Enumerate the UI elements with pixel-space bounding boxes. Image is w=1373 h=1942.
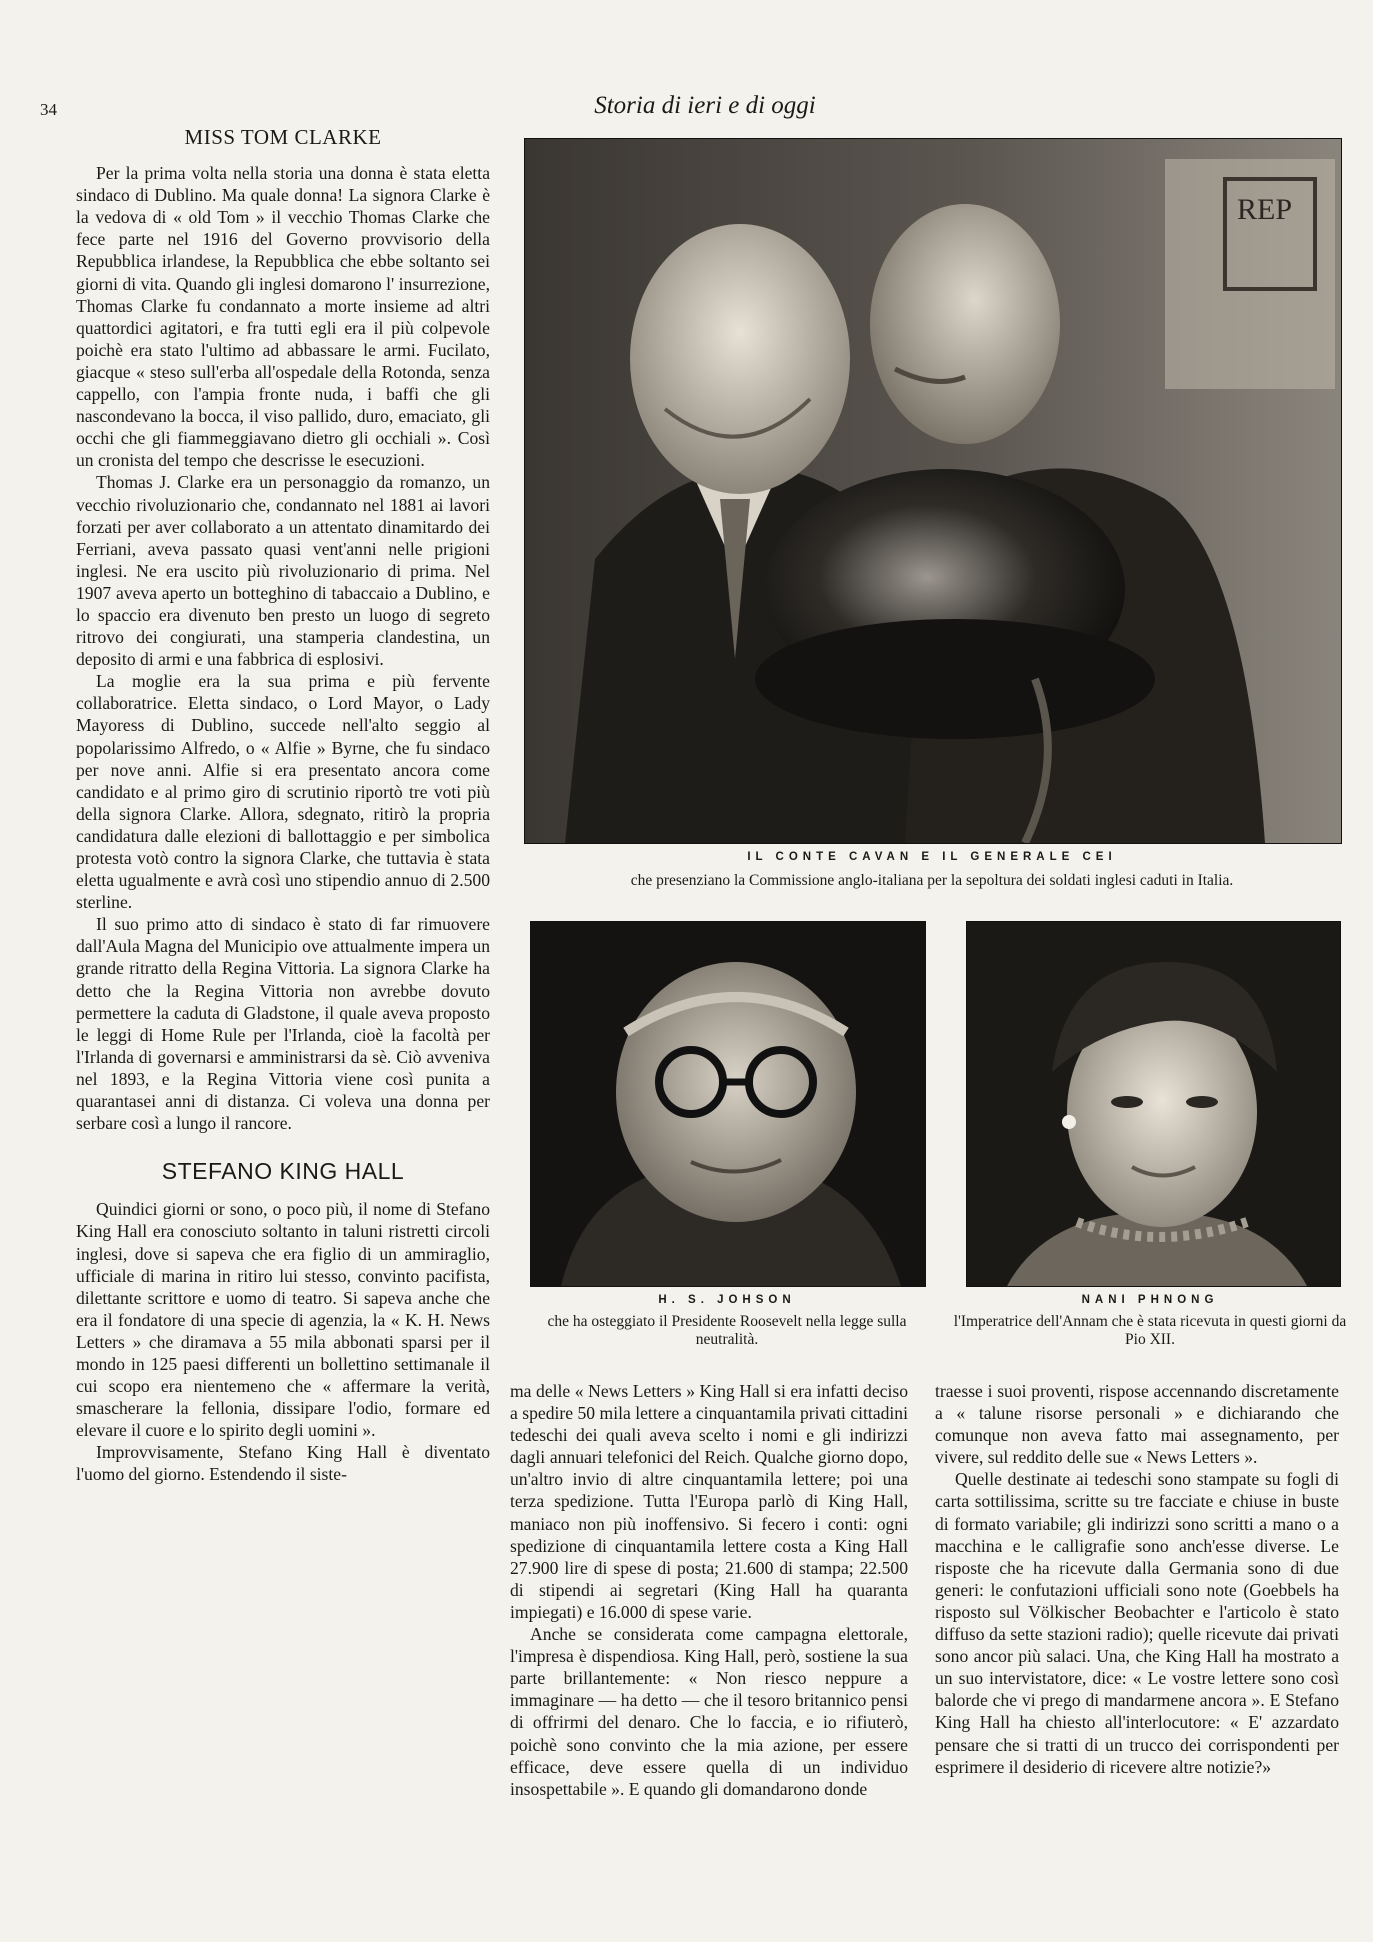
running-head: Storia di ieri e di oggi bbox=[594, 92, 816, 119]
paragraph: Anche se considerata come campagna elettorale, l'impresa è dispendiosa. King Hall, però, sostiene la sua parte brillantemente: « Non riesco neppure a immaginare — ha detto — che il tesoro britannico pensi di offrirmi del denaro. Che lo faccia, e io rifiuterò, poichè sono convinto che la mia azione, per essere efficace, deve essere quella di un individuo insospettabile ». E quando gli domandarono donde bbox=[510, 1624, 908, 1799]
photo-nani-phnong bbox=[966, 921, 1341, 1287]
photo-nani-image bbox=[967, 922, 1340, 1286]
caption-title-nani: NANI PHNONG bbox=[1081, 1294, 1219, 1306]
article-heading-king-hall: STEFANO KING HALL bbox=[161, 1158, 405, 1185]
paragraph: Improvvisamente, Stefano King Hall è diventato l'uomo del giorno. Estendendo il siste- bbox=[76, 1442, 490, 1485]
photo-cavan-cei bbox=[524, 138, 1342, 844]
paragraph: traesse i suoi proventi, rispose accennando discretamente a « talune risorse personali » e dichiarando che comunque non aveva fatto mai assegnamento, per vivere, sul reddito delle sue « News Letters ». bbox=[935, 1381, 1339, 1468]
paragraph: Quelle destinate ai tedeschi sono stampate su fogli di carta sottilissima, scritte su tre facciate e chiuse in buste di formato variabile; gli indirizzi sono scritti a mano o a macchina e le calligrafie sono anch'esse diverse. Le risposte che ha ricevute dalla Germania sono di due generi: le confutazioni ufficiali sono note (Goebbels ha risposto sul Völkischer Beobachter e l'articolo è stato diffuso da sette stazioni radio); quelle ricevute dai privati sono ancor più salaci. Una, che King Hall ha mostrato a un suo intervistatore, dice: « Le vostre lettere sono così balorde che vi prego di mandarmene ancora ». E Stefano King Hall ha chiesto all'interlocutore: « E' azzardato pensare che si tratti di un trucco dei corrispondenti per esprimere il desiderio di ricevere altre notizie?» bbox=[935, 1469, 1339, 1777]
paragraph: Thomas J. Clarke era un personaggio da romanzo, un vecchio rivoluzionario che, condannato nel 1881 ai lavori forzati per aver collaborato a un attentato dinamitardo dei Ferriani, aveva passato quasi vent'anni nelle prigioni inglesi. Ne era uscito più rivoluzionario di prima. Nel 1907 aveva aperto un botteghino di tabaccaio a Dublino, e lo spaccio era divenuto ben presto un luogo di segreto ritrovo dei congiurati, una stamperia clandestina, un deposito di armi e una fabbrica di esplosivi. bbox=[76, 472, 490, 670]
middle-column bbox=[510, 1380, 908, 1800]
caption-text-main: che presenziano la Commissione anglo-italiana per la sepoltura dei soldati inglesi caduti in Italia. bbox=[630, 872, 1234, 889]
paragraph: Il suo primo atto di sindaco è stato di far rimuovere dall'Aula Magna del Municipio ove attualmente impera un grande ritratto della Regina Vittoria. La signora Clarke ha detto che la Regina Vittoria non avrebbe dovuto permettere la caduta di Gladstone, il quale aveva proposto le leggi di Home Rule per l'Irlanda, cioè la facoltà per l'Irlanda di governarsi e amministrarsi da sè. Ciò avveniva nel 1893, e la Regina Vittoria viene così punita a quarantasei anni di distanza. Ci voleva una donna per serbare così a lungo il rancore. bbox=[76, 914, 490, 1134]
paragraph: La moglie era la sua prima e più fervente collaboratrice. Eletta sindaco, o Lord Mayor, o Lady Mayoress di Dublino, succede nell'alto seggio al popolarissimo Alfredo, o « Alfie » Byrne, che fu sindaco per nove anni. Alfie si era presentato ancora come candidato e al primo giro di scrutinio riportò tre voti più della signora Clarke. Allora, sdegnato, ritirò la propria candidatura dalle elezioni di ballottaggio e per simbolica protesta votò contro la signora Clarke, che tuttavia è stata eletta ugualmente e avrà così uno stipendio annuo di 2.500 sterline. bbox=[76, 671, 490, 913]
wall-lettering: REP bbox=[1237, 193, 1293, 226]
photo-johson bbox=[530, 921, 926, 1287]
paragraph: Per la prima volta nella storia una donna è stata eletta sindaco di Dublino. Ma quale donna! La signora Clarke è la vedova di « old Tom » il vecchio Thomas Clarke che fece parte nel 1916 del Governo provvisorio della Repubblica irlandese, la Repubblica che ebbe soltanto sei giorni di vita. Quando gli inglesi domarono l' insurrezione, Thomas Clarke fu condannato a morte insieme ad altri quattordici agitatori, e fra tutti egli era il più colpevole poichè era stato l'ultimo ad abbassare le armi. Fucilato, giacque « steso sull'erba all'ospedale della Rotonda, senza cappello, con l'ampia fronte nuda, i baffi che gli nascondevano la bocca, il viso pallido, duro, emaciato, gli occhi che gli fiammeggiavano dietro gli occhiali ». Così un cronista del tempo che descrisse le esecuzioni. bbox=[76, 163, 490, 471]
paragraph: ma delle « News Letters » King Hall si era infatti deciso a spedire 50 mila lettere a cinquantamila privati cittadini tedeschi dei quali aveva scelto i nomi e gli indirizzi dagli annuari telefonici del Reich. Qualche giorno dopo, un'altro invio di altre cinquantamila lettere; poi una terza spedizione. Tutta l'Europa parlò di King Hall, maniaco non più inoffensivo. Si fecero i conti: ogni spedizione di cinquantamila lettere costa a King Hall 27.900 lire di spese di posta; 21.600 di stampa; 22.500 di stipendi ai segretari (King Hall ha quaranta impiegati) e 16.000 di spese varie. bbox=[510, 1381, 908, 1622]
paragraph: Quindici giorni or sono, o poco più, il nome di Stefano King Hall era conosciuto soltanto in taluni ristretti circoli inglesi, dove si sapeva che era figlio di un ammiraglio, ufficiale di marina in ritiro lui stesso, convinto pacifista, dilettante scrittore e uomo di teatro. Si sapeva anche che era il fondatore di una specie di agenzia, la « K. H. News Letters » che diramava a 55 mila abbonati sparsi per il mondo in 125 paesi differenti un bollettino settimanale il cui scopo era nientemeno che « affermare la verità, smascherare la fellonia, dissipare l'odio, formare ed elevare il cuore e lo spirito degli uomini ». bbox=[76, 1199, 490, 1441]
article-heading-clarke: MISS TOM CLARKE bbox=[184, 125, 382, 149]
caption-text-nani: l'Imperatrice dell'Annam che è stata ricevuta in questi giorni da Pio XII. bbox=[953, 1313, 1347, 1348]
caption-title-main: IL CONTE CAVAN E IL GENERALE CEI bbox=[747, 851, 1117, 863]
page-number: 34 bbox=[40, 100, 57, 119]
right-column bbox=[935, 1380, 1339, 1778]
caption-text-johson: che ha osteggiato il Presidente Roosevelt nella legge sulla neutralità. bbox=[547, 1313, 907, 1348]
photo-johson-image bbox=[531, 922, 925, 1286]
left-column bbox=[76, 126, 490, 1486]
photo-cavan-cei-image bbox=[525, 139, 1341, 843]
caption-title-johson: H. S. JOHSON bbox=[658, 1294, 796, 1306]
